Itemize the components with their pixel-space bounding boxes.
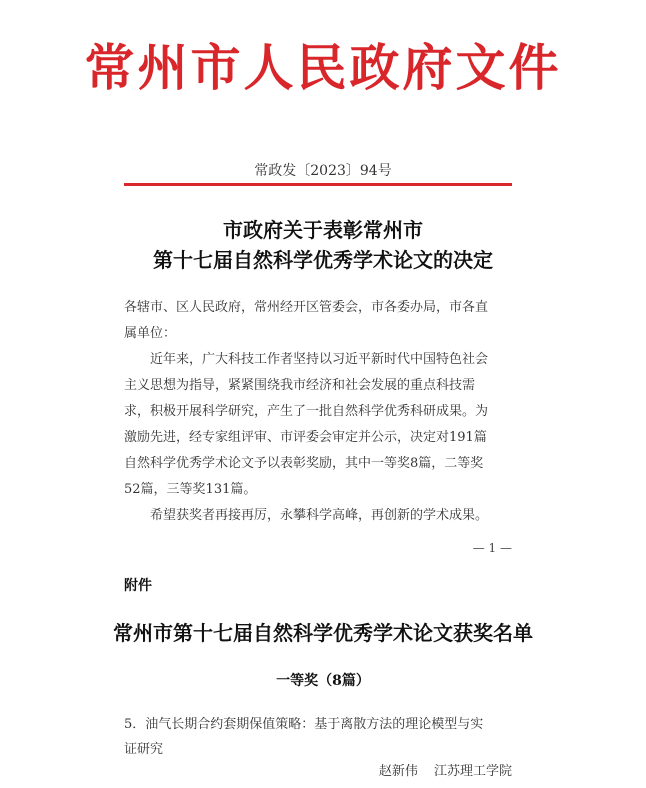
annex-label: 附件 (124, 578, 152, 594)
recipients-line-1: 各辖市、区人民政府，常州经开区管委会，市各委办局，市各直 (124, 300, 489, 315)
decision-title-line-2: 第十七届自然科学优秀学术论文的决定 (153, 248, 493, 272)
award-entry-title-line-1: 5．油气长期合约套期保值策略：基于离散方法的理论模型与实 (124, 717, 484, 732)
award-list-title: 常州市第十七届自然科学优秀学术论文获奖名单 (113, 621, 533, 645)
paragraph-2: 希望获奖者再接再厉，永攀科学高峰，再创新的学术成果。 (150, 508, 489, 523)
paragraph-1-line-3: 求，积极开展科学研究，产生了一批自然科学优秀科研成果。为 (124, 404, 489, 419)
paragraph-1-line-1: 近年来，广大科技工作者坚持以习近平新时代中国特色社会 (150, 352, 489, 367)
award-entry-title-line-2: 证研究 (124, 742, 164, 757)
red-divider-line (124, 183, 512, 186)
paragraph-1-line-5: 自然科学优秀学术论文予以表彰奖励，其中一等奖8篇，二等奖 (124, 456, 484, 471)
document-header-title: 常州市人民政府文件 (84, 38, 562, 97)
decision-title-line-1: 市政府关于表彰常州市 (223, 218, 423, 242)
paragraph-1-line-6: 52篇，三等奖131篇。 (124, 482, 257, 497)
award-entry-author: 赵新伟 江苏理工学院 (378, 764, 512, 779)
recipients-line-2: 属单位： (124, 326, 177, 341)
award-entry-title (124, 712, 512, 762)
page-number: — 1 — (472, 541, 512, 555)
document-number: 常政发〔2023〕94号 (254, 163, 392, 179)
paragraph-1-line-4: 激励先进，经专家组评审、市评委会审定并公示，决定对191篇 (124, 430, 487, 445)
paragraph-1-line-2: 主义思想为指导，紧紧围绕我市经济和社会发展的重点科技需 (124, 378, 476, 393)
first-prize-heading: 一等奖（8篇） (276, 673, 370, 689)
